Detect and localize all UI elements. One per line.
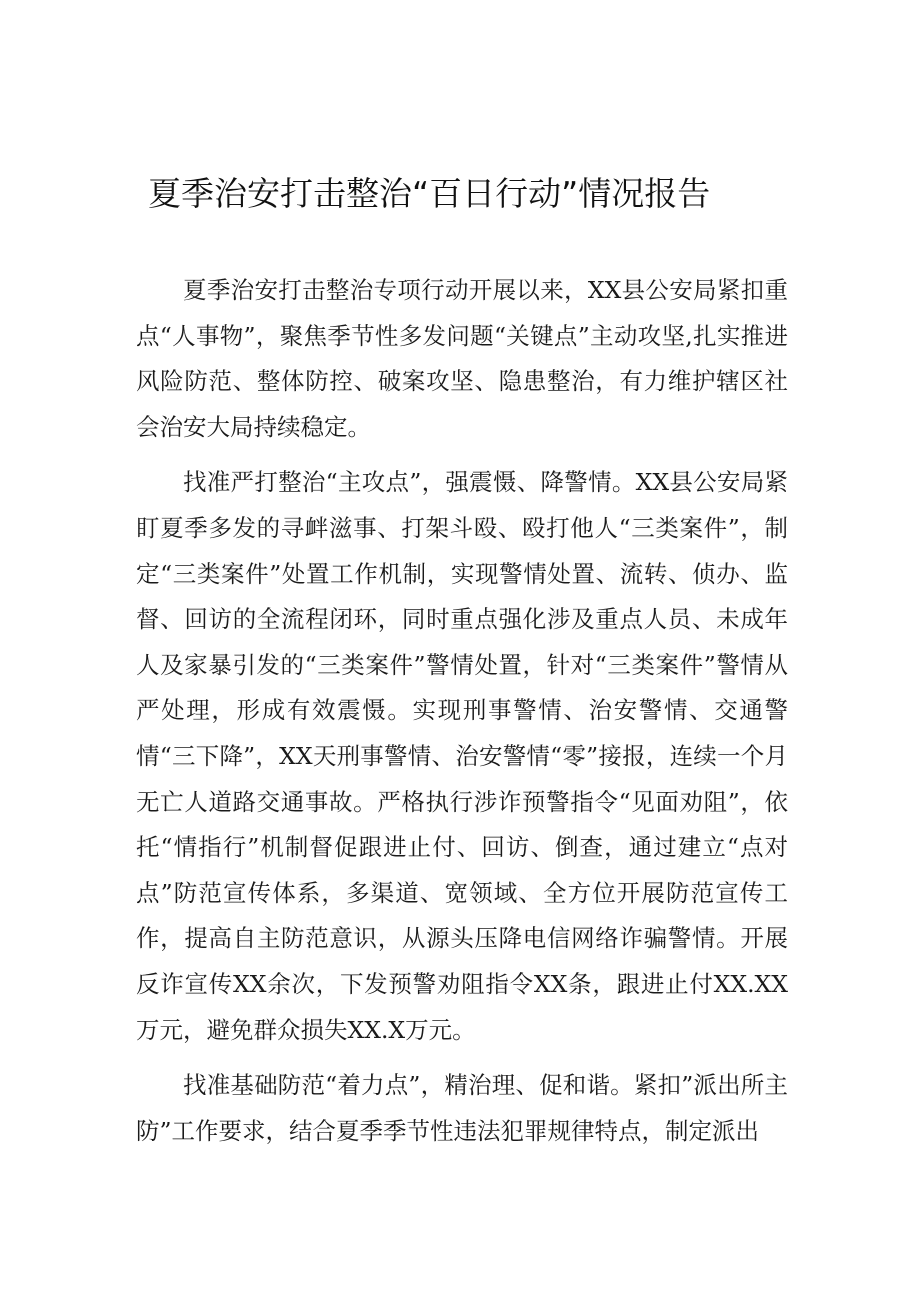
document-body: [136, 268, 788, 1154]
paragraph-intro: 夏季治安打击整治专项行动开展以来，XX县公安局紧扣重点“人事物”，聚焦季节性多发问题“关键点”主动攻坚,扎实推进风险防范、整体防控、破案攻坚、隐患整治，有力维护辖区社会治安大局持续稳定。: [136, 276, 788, 441]
document-title: 夏季治安打击整治“百日行动”情况报告: [148, 174, 711, 213]
paragraph-strike-rectification: 找准严打整治“主攻点”，强震慑、降警情。XX县公安局紧盯夏季多发的寻衅滋事、打架斗殴、殴打他人“三类案件”，制定“三类案件”处置工作机制，实现警情处置、流转、侦办、监督、回访的全流程闭环，同时重点强化涉及重点人员、未成年人及家暴引发的“三类案件”警情处置，针对“三类案件”警情从严处理，形成有效震慑。实现刑事警情、治安警情、交通警情“三下降”，XX天刑事警情、治安警情“零”接报，连续一个月无亡人道路交通事故。严格执行涉诈预警指令“见面劝阻”，依托“情指行”机制督促跟进止付、回访、倒查，通过建立“点对点”防范宣传体系，多渠道、宽领域、全方位开展防范宣传工作，提高自主防范意识，从源头压降电信网络诈骗警情。开展反诈宣传XX余次，下发预警劝阻指令XX条，跟进止付XX.XX万元，避免群众损失XX.X万元。: [136, 468, 788, 1044]
paragraph-basic-prevention: 找准基础防范“着力点”，精治理、促和谐。紧扣”派出所主防”工作要求，结合夏季季节性违法犯罪规律特点，制定派出: [136, 1071, 788, 1145]
